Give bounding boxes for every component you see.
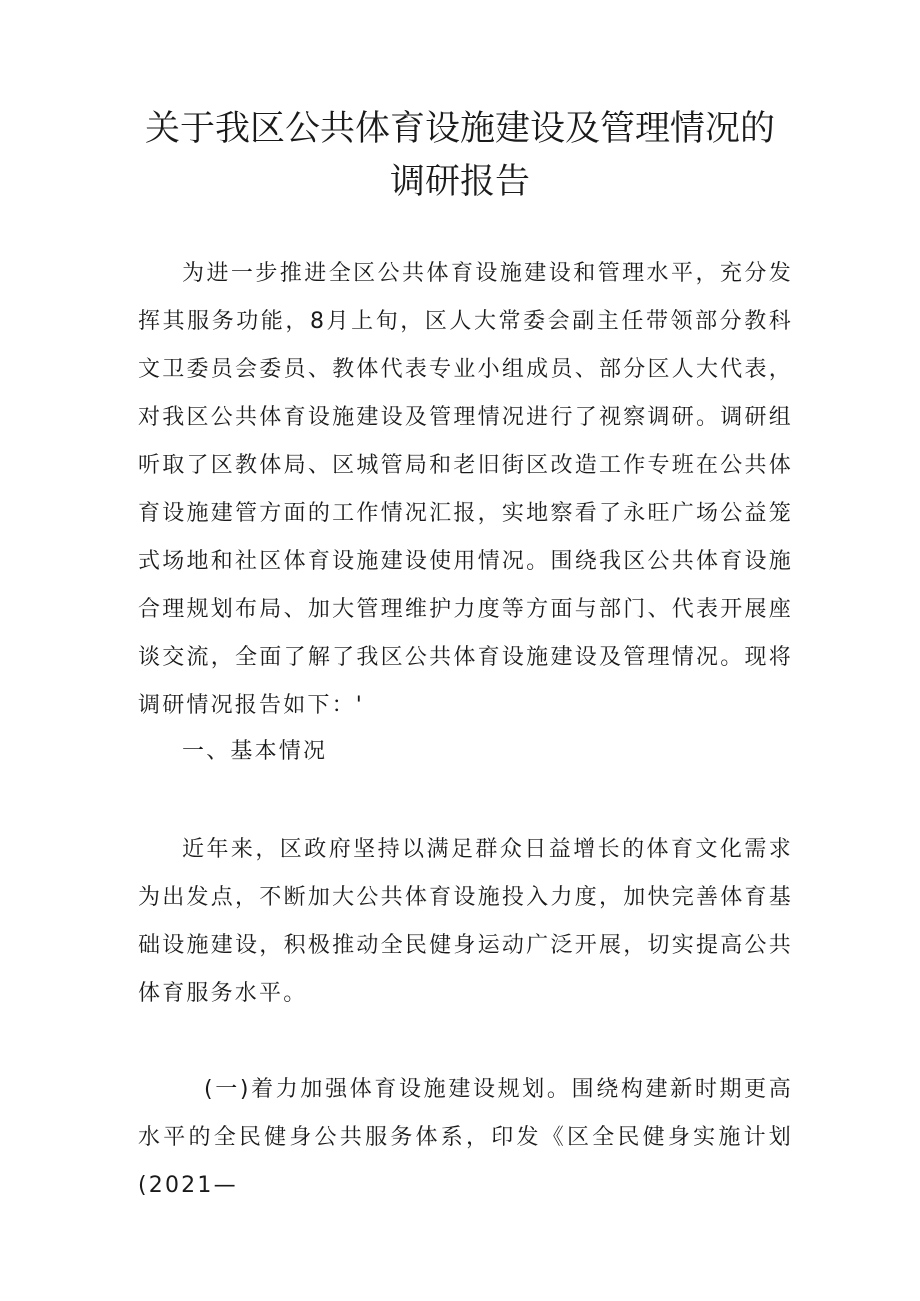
document-title-line-2: 调研报告 <box>389 162 530 202</box>
section-heading-basic-situation: 一、基本情况 <box>182 739 328 764</box>
basic-situation-paragraph: 近年来，区政府坚持以满足群众日益增长的体育文化需求为出发点，不断加大公共体育设施投入力度，加快完善体育基础设施建设，积极推动全民健身运动广泛开展，切实提高公共体育服务水平。 <box>138 837 793 1006</box>
intro-paragraph: 为进一步推进全区公共体育设施建设和管理水平，充分发挥其服务功能，8月上旬，区人大常委会副主任带领部分教科文卫委员会委员、教体代表专业小组成员、部分区人大代表，对我区公共体育设施建设及管理情况进行了视察调研。调研组听取了区教体局、区城管局和老旧街区改造工作专班在公共体育设施建管方面的工作情况汇报，实地察看了永旺广场公益笼式场地和社区体育设施建设使用情况。围绕我区公共体育设施合理规划布局、加大管理维护力度等方面与部门、代表开展座谈交流，全面了解了我区公共体育设施建设及管理情况。现将调研情况报告如下：' <box>138 261 793 718</box>
planning-paragraph: (一)着力加强体育设施建设规划。围绕构建新时期更高水平的全民健身公共服务体系，印发《区全民健身实施计划(2021— <box>138 1077 793 1198</box>
document-title-line-1: 关于我区公共体育设施建设及管理情况的 <box>144 109 775 149</box>
